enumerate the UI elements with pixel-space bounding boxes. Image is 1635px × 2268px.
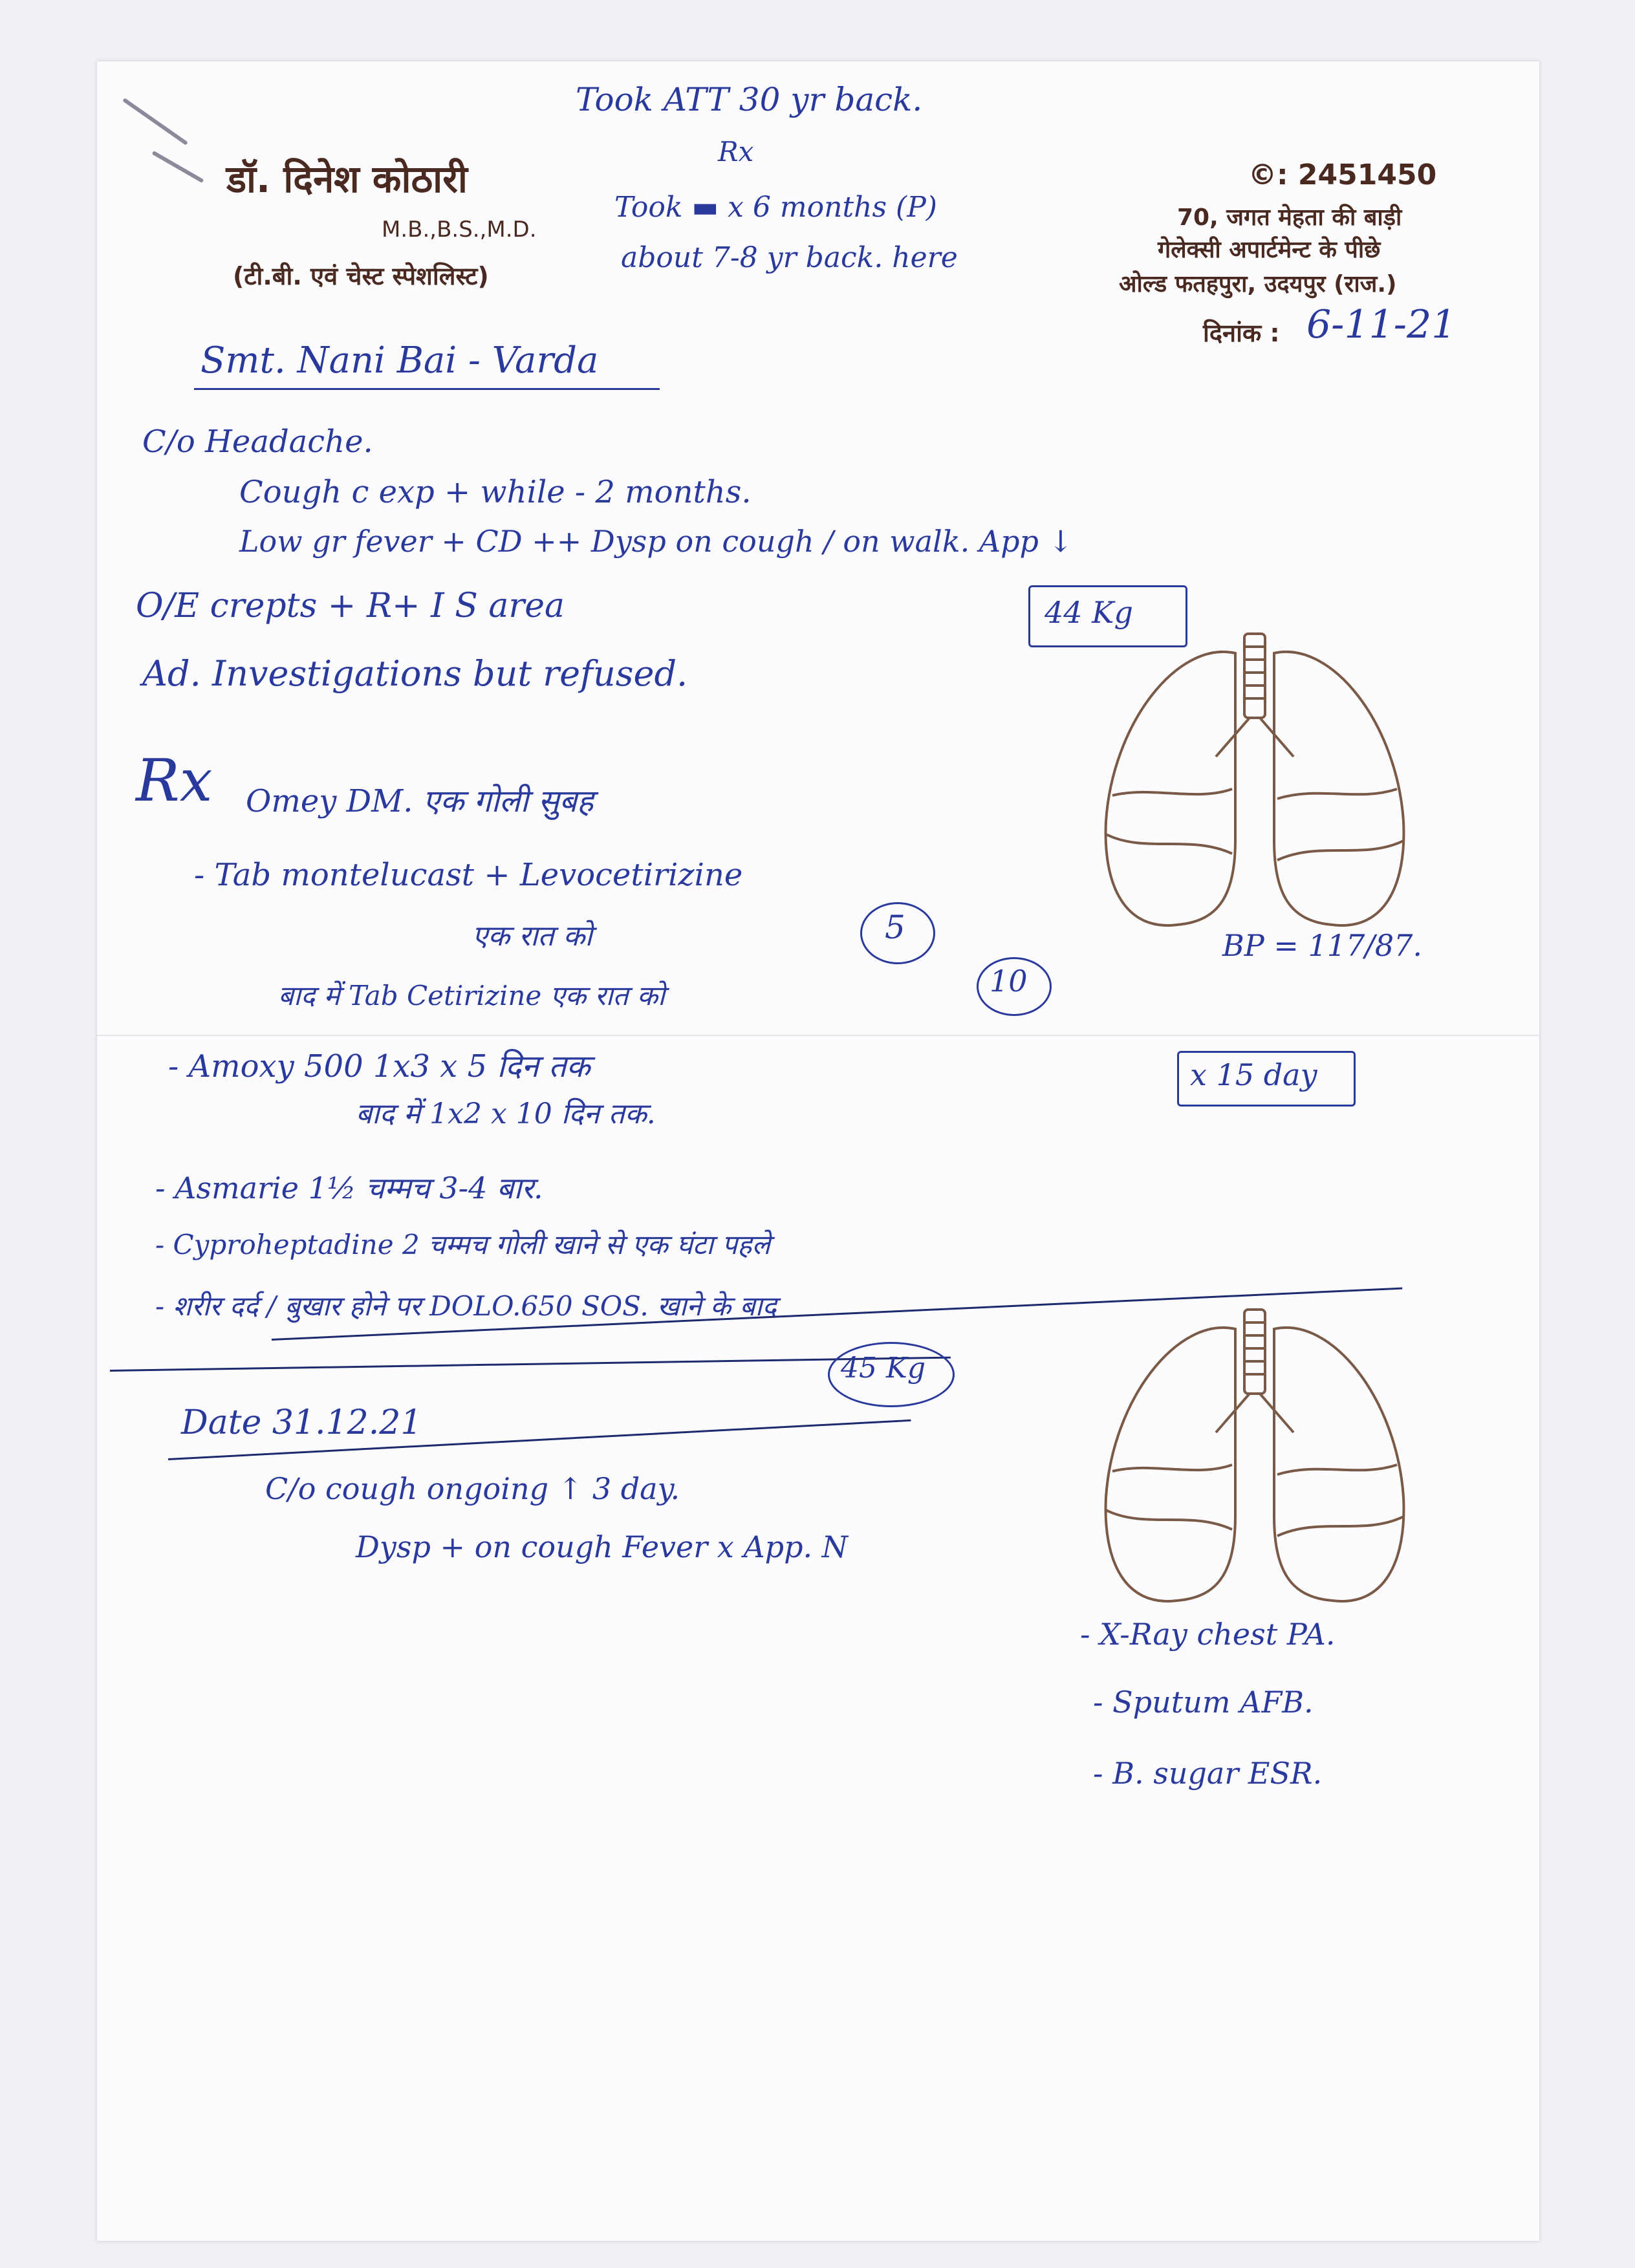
section-divider (110, 1357, 951, 1372)
exam-finding: O/E crepts + R+ I S area (136, 587, 565, 625)
followup-complaint: Dysp + on cough Fever x App. N (356, 1529, 849, 1564)
followup-date: Date 31.12.21 (181, 1403, 422, 1442)
investigation-item: - B. sugar ESR. (1093, 1756, 1323, 1791)
history-line2: Took ▬ x 6 months (P) (614, 191, 937, 224)
clinic-address-line1: 70, जगत मेहता की बाड़ी (1177, 204, 1402, 231)
prescription-sheet (97, 61, 1539, 2241)
date-label: दिनांक : (1203, 319, 1280, 347)
followup-weight: 45 Kg (841, 1352, 926, 1385)
paper-fold (97, 1035, 1539, 1036)
medication-line: - Tab montelucast + Levocetirizine (194, 857, 743, 893)
doctor-speciality: (टी.बी. एवं चेस्ट स्पेशलिस्ट) (233, 262, 489, 290)
medication-line: Omey DM. एक गोली सुबह (246, 783, 594, 819)
lungs-diagram (1087, 1303, 1423, 1639)
history-att: Took ATT 30 yr back. (576, 81, 923, 118)
visit-date: 6-11-21 (1306, 302, 1456, 347)
medication-line: बाद में 1x2 x 10 दिन तक. (356, 1097, 656, 1130)
doctor-degrees: M.B.,B.S.,M.D. (382, 217, 537, 243)
count-value: 5 (885, 909, 905, 946)
doctor-name: डॉ. दिनेश कोठारी (226, 157, 468, 201)
weight-value: 44 Kg (1045, 595, 1133, 630)
medication-line: बाद में Tab Cetirizine एक रात को (278, 980, 665, 1011)
medication-line: - शरीर दर्द / बुखार होने पर DOLO.650 SOS. खाने के बाद (155, 1290, 777, 1322)
count-value: 10 (990, 964, 1028, 999)
medication-line: - Cyproheptadine 2 चम्मच गोली खाने से एक घंटा पहले (155, 1229, 770, 1260)
complaint-line: Low gr fever + CD ++ Dysp on cough / on walk. App ↓ (239, 524, 1074, 559)
investigation-item: - X-Ray chest PA. (1080, 1617, 1336, 1652)
rx-symbol: Rx (136, 747, 213, 815)
investigation-item: - Sputum AFB. (1093, 1685, 1314, 1720)
rx-symbol-small: Rx (718, 136, 754, 167)
advice-line: Ad. Investigations but refused. (142, 653, 688, 694)
patient-underline (194, 388, 660, 390)
blood-pressure: BP = 117/87. (1222, 928, 1422, 963)
lungs-diagram (1087, 627, 1423, 964)
medication-line: - Asmarie 1½ चम्मच 3-4 बार. (155, 1171, 543, 1205)
complaint-line: C/o Headache. (142, 424, 373, 460)
medication-line: - Amoxy 500 1x3 x 5 दिन तक (168, 1048, 590, 1085)
medication-line: एक रात को (472, 920, 592, 953)
patient-name: Smt. Nani Bai - Varda (200, 340, 599, 382)
clinic-phone: ©: 2451450 (1248, 158, 1437, 191)
staple-mark (122, 98, 188, 146)
followup-complaint: C/o cough ongoing ↑ 3 day. (265, 1471, 680, 1506)
clinic-address-line2: गेलेक्सी अपार्टमेन्ट के पीछे (1158, 237, 1381, 263)
staple-mark (152, 151, 204, 183)
duration-value: x 15 day (1190, 1057, 1317, 1092)
clinic-address-line3: ओल्ड फतहपुरा, उदयपुर (राज.) (1119, 271, 1397, 297)
history-line3: about 7-8 yr back. here (621, 241, 958, 274)
complaint-line: Cough c exp + while - 2 months. (239, 474, 752, 510)
